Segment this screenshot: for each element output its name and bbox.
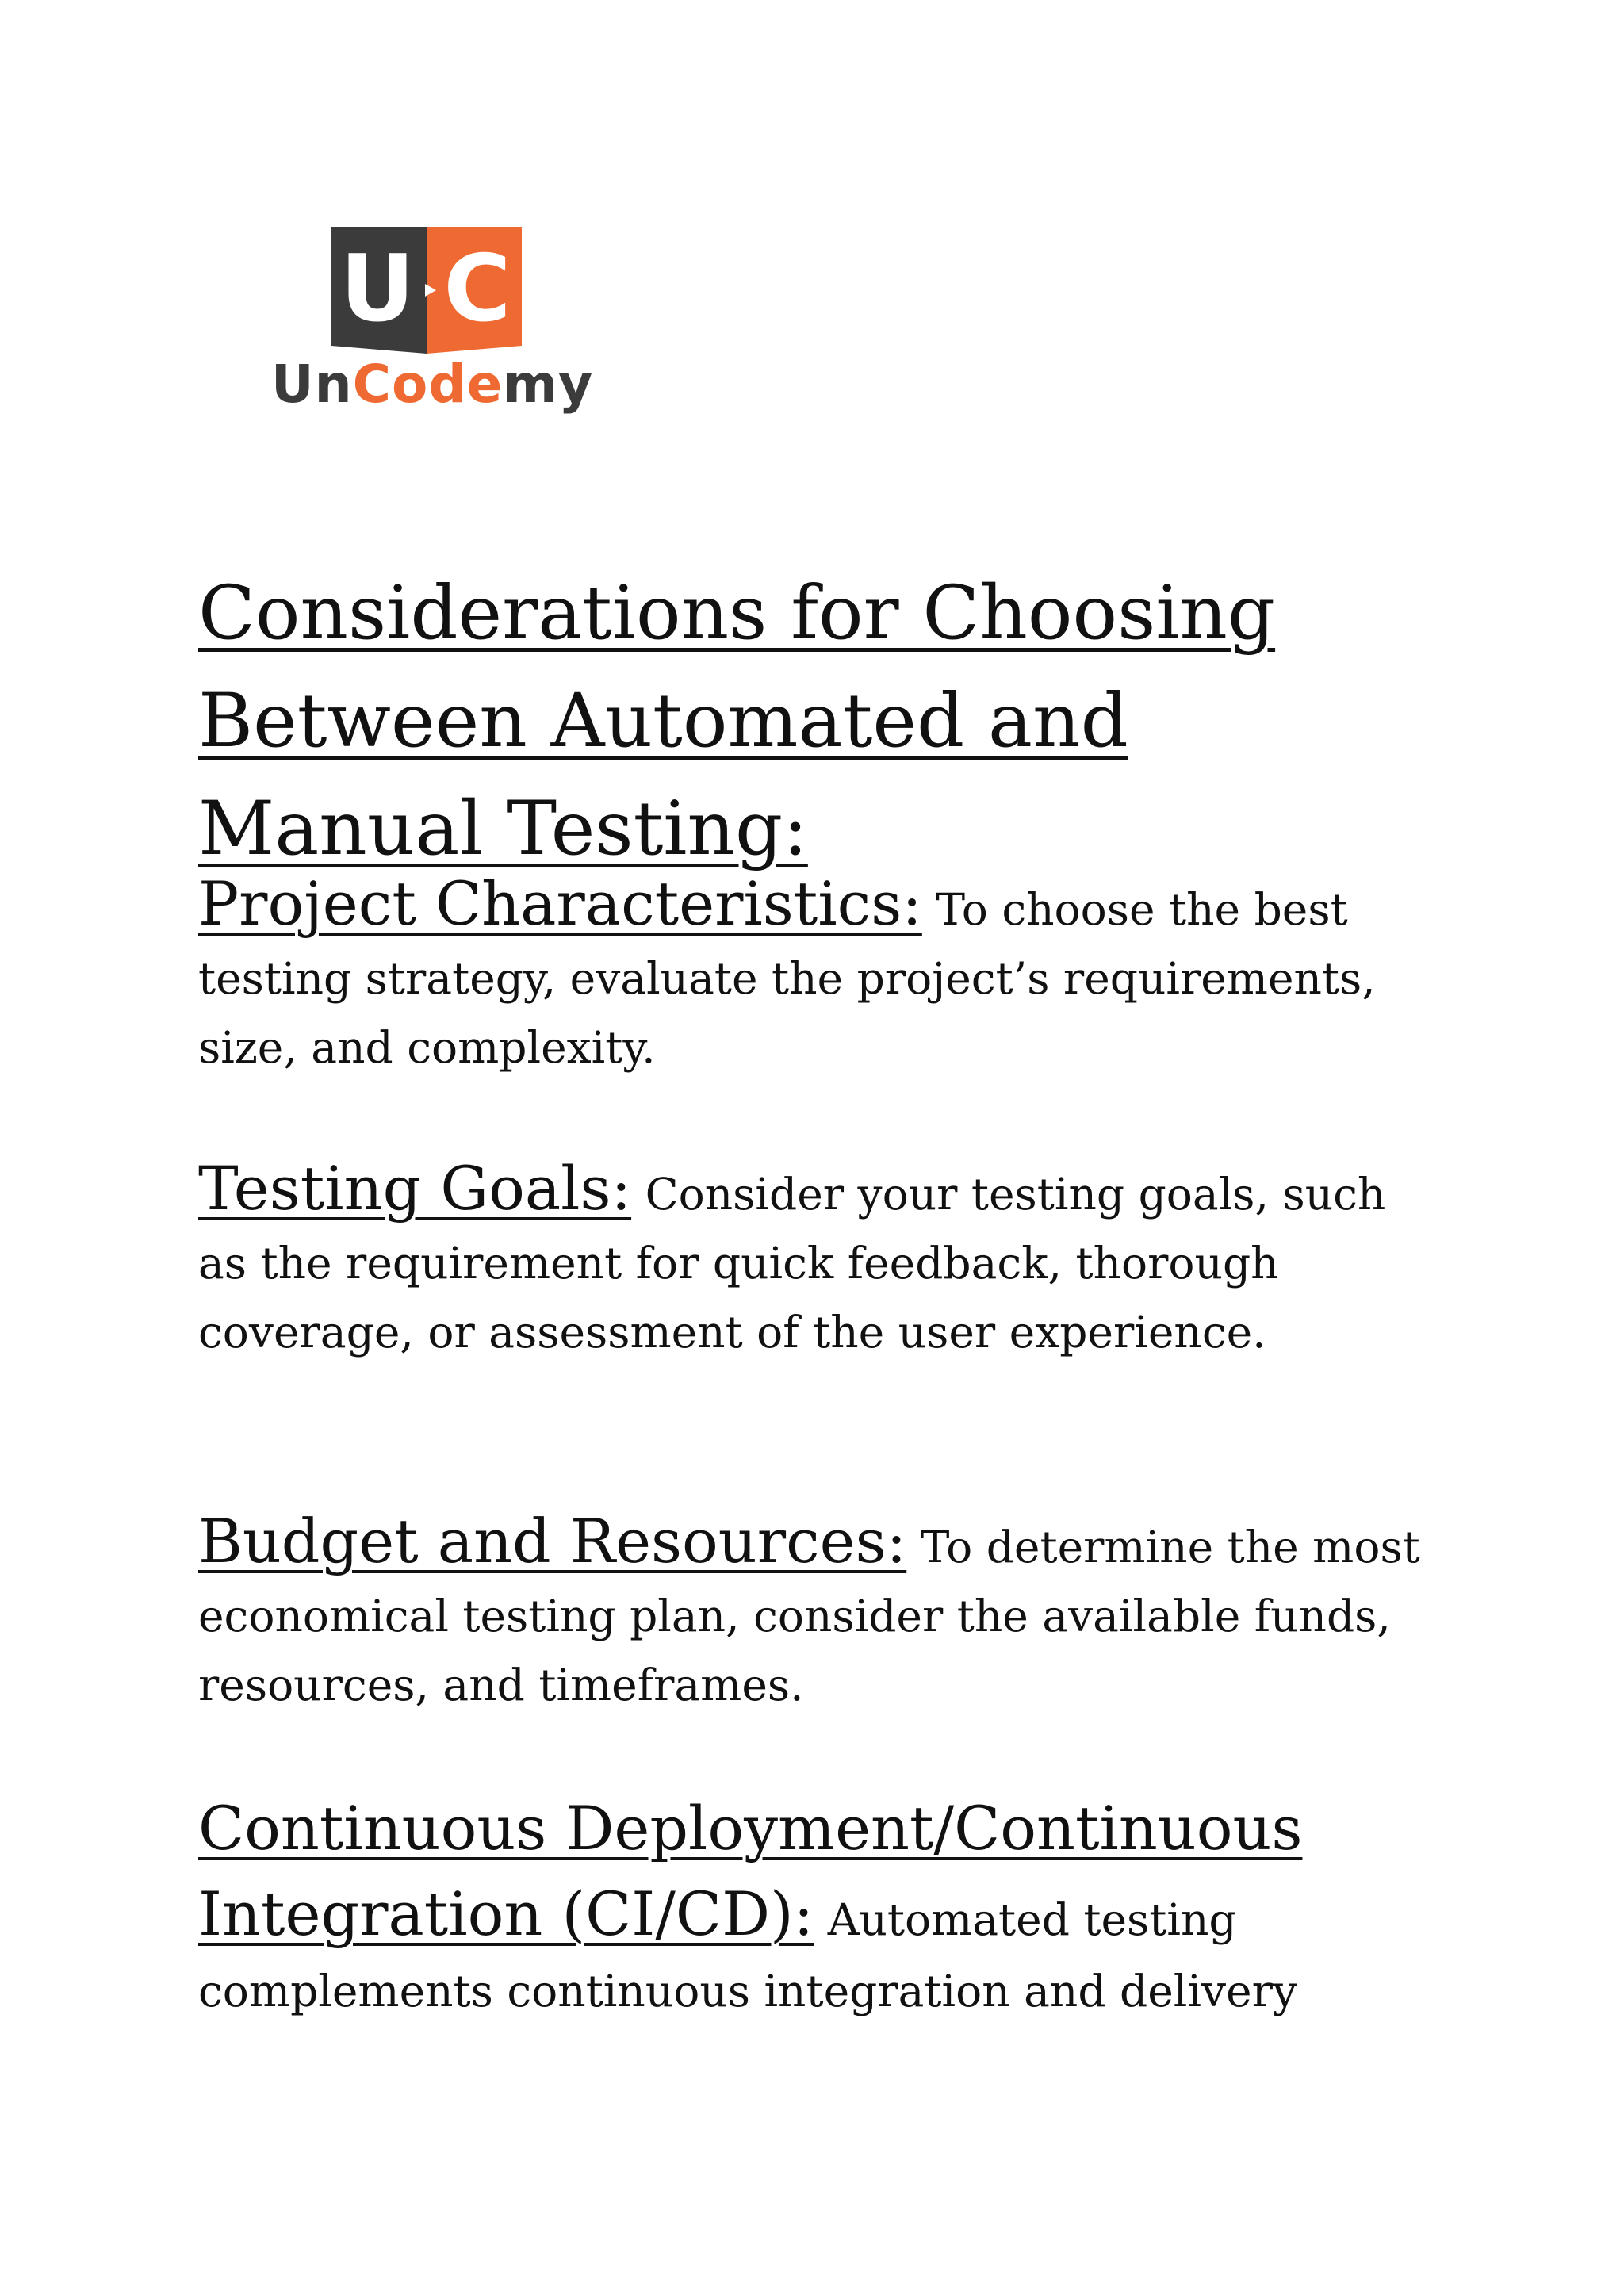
section-text: To determine the most economical testing plan, consider the available funds, resources, and timeframes.	[198, 1522, 1420, 1710]
section-heading: Testing Goals:	[198, 1153, 632, 1224]
section-heading: Budget and Resources:	[198, 1506, 907, 1576]
section-budget-and-resources	[198, 1507, 1435, 1720]
section-text: Automated testing complements continuous integration and delivery	[198, 1894, 1297, 2016]
section-project-characteristics	[198, 869, 1435, 1082]
section-ci-cd	[198, 1786, 1435, 2026]
section-heading: Project Characteristics:	[198, 868, 922, 939]
logo-mark-letter-u: U	[339, 236, 416, 343]
page-title: Considerations for Choosing Between Automated and Manual Testing:	[198, 570, 1276, 872]
logo-mark	[331, 227, 522, 354]
logo-mark-letter-c: C	[443, 236, 511, 343]
section-text: Consider your testing goals, such as the requirement for quick feedback, thorough coverage, or assessment of the user experience.	[198, 1169, 1386, 1358]
section-text: To choose the best testing strategy, evaluate the project’s requirements, size, and complexity.	[198, 884, 1376, 1073]
uncodemy-logo	[270, 224, 594, 430]
section-testing-goals	[198, 1154, 1435, 1367]
section-heading: Continuous Deployment/Continuous Integration (CI/CD):	[198, 1793, 1303, 1949]
document-body	[198, 560, 1435, 2026]
logo-wordmark: UnCodemy	[271, 354, 594, 415]
